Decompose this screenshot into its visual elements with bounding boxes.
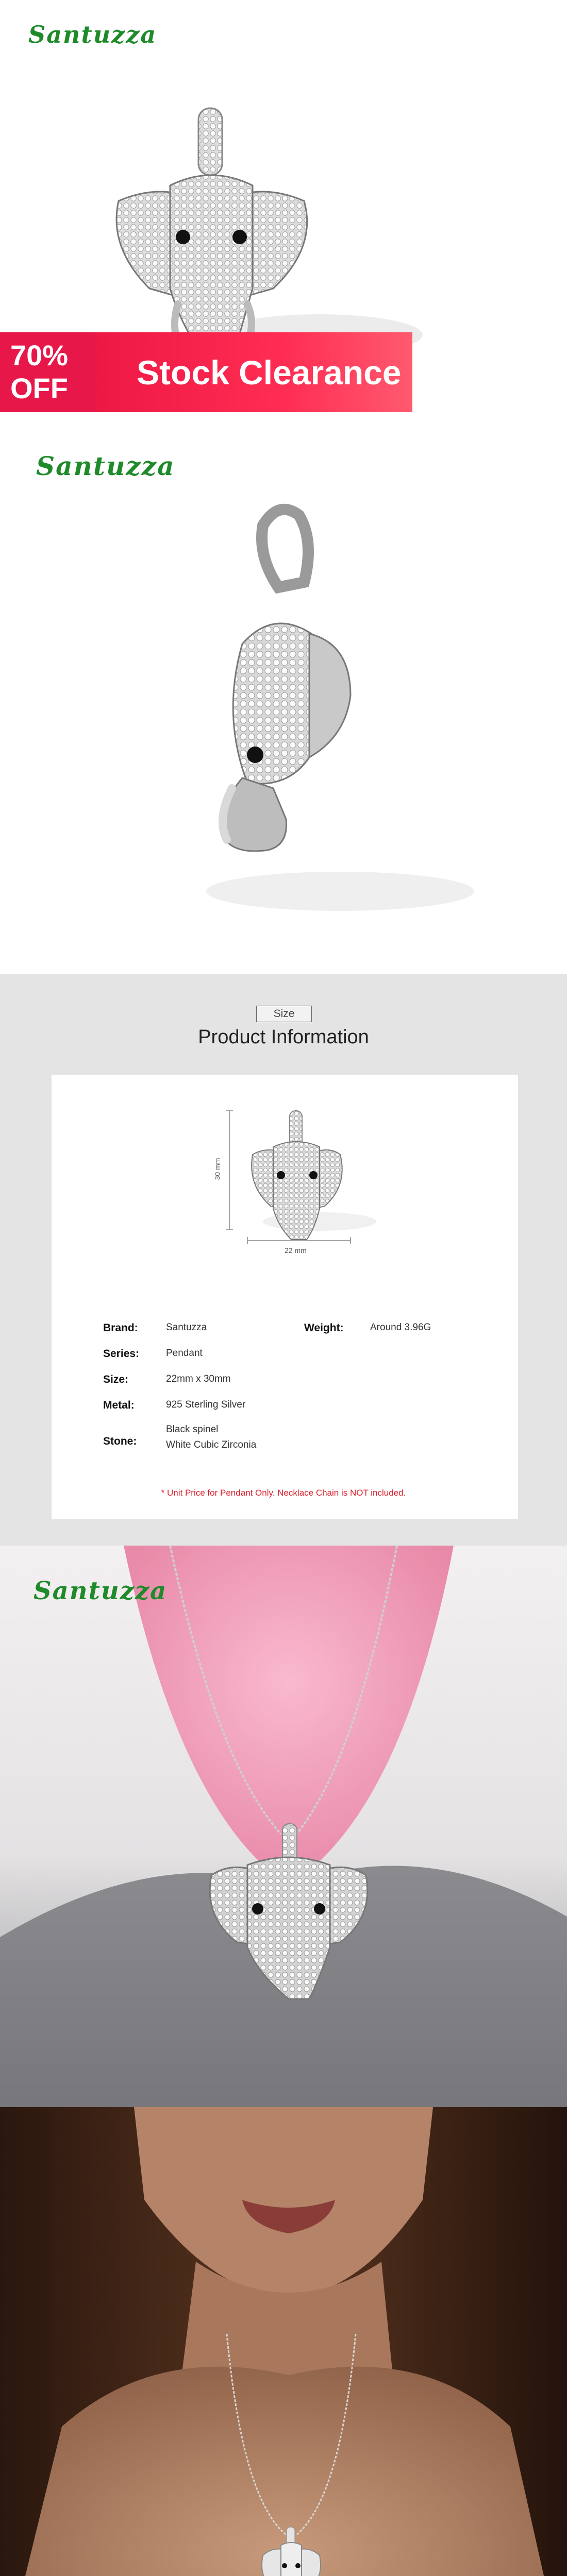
discount-badge — [0, 332, 95, 412]
pendant-side-image — [0, 428, 567, 974]
metal-label: Metal: — [103, 1399, 135, 1411]
dimension-width-label: 22 mm — [285, 1246, 307, 1255]
necklace-display-image — [0, 1546, 567, 2107]
model-wearing-image — [0, 2107, 567, 2576]
size-label: Size: — [103, 1374, 129, 1385]
hero-section — [0, 0, 567, 428]
series-value: Pendant — [166, 1348, 203, 1359]
note-star: * — [161, 1488, 165, 1498]
pendant-dimension-diagram — [52, 1075, 518, 1270]
weight-value: Around 3.96G — [370, 1322, 431, 1333]
side-view-section — [0, 428, 567, 974]
banner-headline: Stock Clearance — [137, 353, 402, 392]
spec-card — [52, 1075, 518, 1519]
stone-value-2: White Cubic Zirconia — [166, 1439, 257, 1450]
model-wearing-section — [0, 2107, 567, 2576]
clearance-banner[interactable] — [0, 332, 412, 412]
series-label: Series: — [103, 1348, 140, 1360]
brand-logo: Santuzza — [34, 1577, 168, 1605]
dimension-height-label: 30 mm — [213, 1158, 222, 1180]
banner-headline-area — [95, 332, 412, 412]
info-title: Product Information — [198, 1026, 369, 1048]
necklace-display-section — [0, 1546, 567, 2107]
discount-percent: 70% — [10, 339, 69, 371]
size-tag: Size — [256, 1006, 312, 1022]
unit-price-note — [0, 1488, 567, 1498]
size-value: 22mm x 30mm — [166, 1374, 231, 1384]
discount-off: OFF — [10, 372, 68, 404]
brand-value: Santuzza — [166, 1322, 207, 1333]
note-text: Unit Price for Pendant Only. Necklace Chain is NOT included. — [167, 1488, 406, 1498]
metal-value: 925 Sterling Silver — [166, 1399, 246, 1410]
brand-logo: Santuzza — [36, 451, 175, 481]
brand-label: Brand: — [103, 1322, 138, 1334]
stone-value-1: Black spinel — [166, 1424, 219, 1435]
brand-logo: Santuzza — [28, 21, 157, 48]
stone-label: Stone: — [103, 1435, 137, 1447]
weight-label: Weight: — [304, 1322, 344, 1334]
